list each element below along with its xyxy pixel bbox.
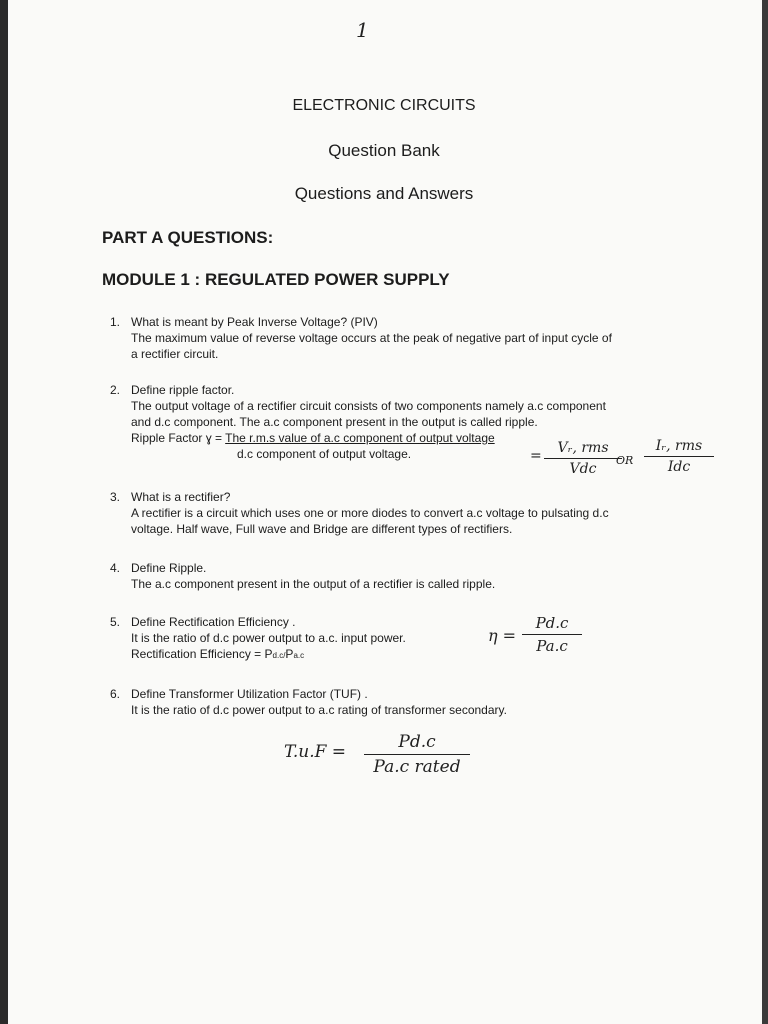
question-number: 2. <box>110 383 121 397</box>
fraction-bar <box>364 754 470 755</box>
question-text: What is meant by Peak Inverse Voltage? (PIV) <box>131 315 378 329</box>
formula-label: Rectification Efficiency = P <box>131 647 273 661</box>
question-number: 1. <box>110 315 121 329</box>
document-subtitle-2: Questions and Answers <box>294 184 474 203</box>
handwritten-equals: = <box>530 448 542 464</box>
page-number: 1 <box>356 18 369 42</box>
formula-numerator: The r.m.s value of a.c component of output voltage <box>225 431 495 445</box>
fraction-bar <box>522 634 582 635</box>
fraction-bar <box>644 456 714 457</box>
question-number: 5. <box>110 615 121 629</box>
fraction-denominator: Pa.c <box>536 637 568 655</box>
ripple-factor-formula <box>131 430 606 446</box>
formula-subscript: a.c <box>293 651 305 660</box>
fraction-denominator: Pa.c rated <box>373 757 461 777</box>
handwritten-tuf-label: T.u.F = <box>284 742 347 762</box>
question-number: 6. <box>110 687 121 701</box>
question-text: Define Rectification Efficiency . <box>131 615 296 629</box>
document-subtitle: Question Bank <box>328 141 440 160</box>
fraction-numerator: Iᵣ, rms <box>655 438 703 454</box>
document-title: ELECTRONIC CIRCUITS <box>292 97 476 114</box>
part-heading: PART A QUESTIONS: <box>102 228 274 247</box>
question-text: Define ripple factor. <box>131 383 235 397</box>
answer-line: The maximum value of reverse voltage occurs at the peak of negative part of input cycle of <box>131 331 612 345</box>
answer-line: It is the ratio of d.c power output to a.c. input power. <box>131 631 406 645</box>
answer-line: a rectifier circuit. <box>131 347 219 361</box>
question-text: What is a rectifier? <box>131 490 231 504</box>
formula-label: Ripple Factor ɣ = <box>131 431 226 445</box>
handwritten-fraction-efficiency <box>522 614 582 655</box>
fraction-numerator: Pd.c <box>535 614 569 632</box>
fraction-denominator: Idc <box>667 459 691 475</box>
fraction-bar <box>544 458 622 459</box>
question-number: 3. <box>110 490 121 504</box>
question-number: 4. <box>110 561 121 575</box>
answer-line: It is the ratio of d.c power output to a.c rating of transformer secondary. <box>131 703 507 717</box>
answer-line: voltage. Half wave, Full wave and Bridge are different types of rectifiers. <box>131 522 513 536</box>
formula-symbol: P <box>285 647 294 661</box>
handwritten-fraction-tuf <box>364 732 470 777</box>
fraction-numerator: Pd.c <box>398 732 436 752</box>
answer-line: and d.c component. The a.c component present in the output is called ripple. <box>131 415 538 429</box>
handwritten-fraction-v <box>544 440 622 477</box>
question-text: Define Transformer Utilization Factor (TUF) . <box>131 687 368 701</box>
answer-line: The output voltage of a rectifier circuit consists of two components namely a.c component <box>131 399 606 413</box>
efficiency-formula <box>131 646 406 664</box>
fraction-denominator: Vdc <box>569 461 597 477</box>
fraction-numerator: Vᵣ, rms <box>557 440 609 456</box>
answer-line: A rectifier is a circuit which uses one or more diodes to convert a.c voltage to pulsating d.c <box>131 506 609 520</box>
handwritten-fraction-i <box>644 438 714 475</box>
handwritten-or: OR <box>616 454 634 467</box>
module-heading: MODULE 1 : REGULATED POWER SUPPLY <box>102 270 450 289</box>
formula-subscript: d.c/ <box>272 651 286 660</box>
question-text: Define Ripple. <box>131 561 207 575</box>
handwritten-eta: η = <box>488 626 517 645</box>
answer-line: The a.c component present in the output of a rectifier is called ripple. <box>131 577 496 591</box>
formula-denominator: d.c component of output voltage. <box>237 447 412 461</box>
